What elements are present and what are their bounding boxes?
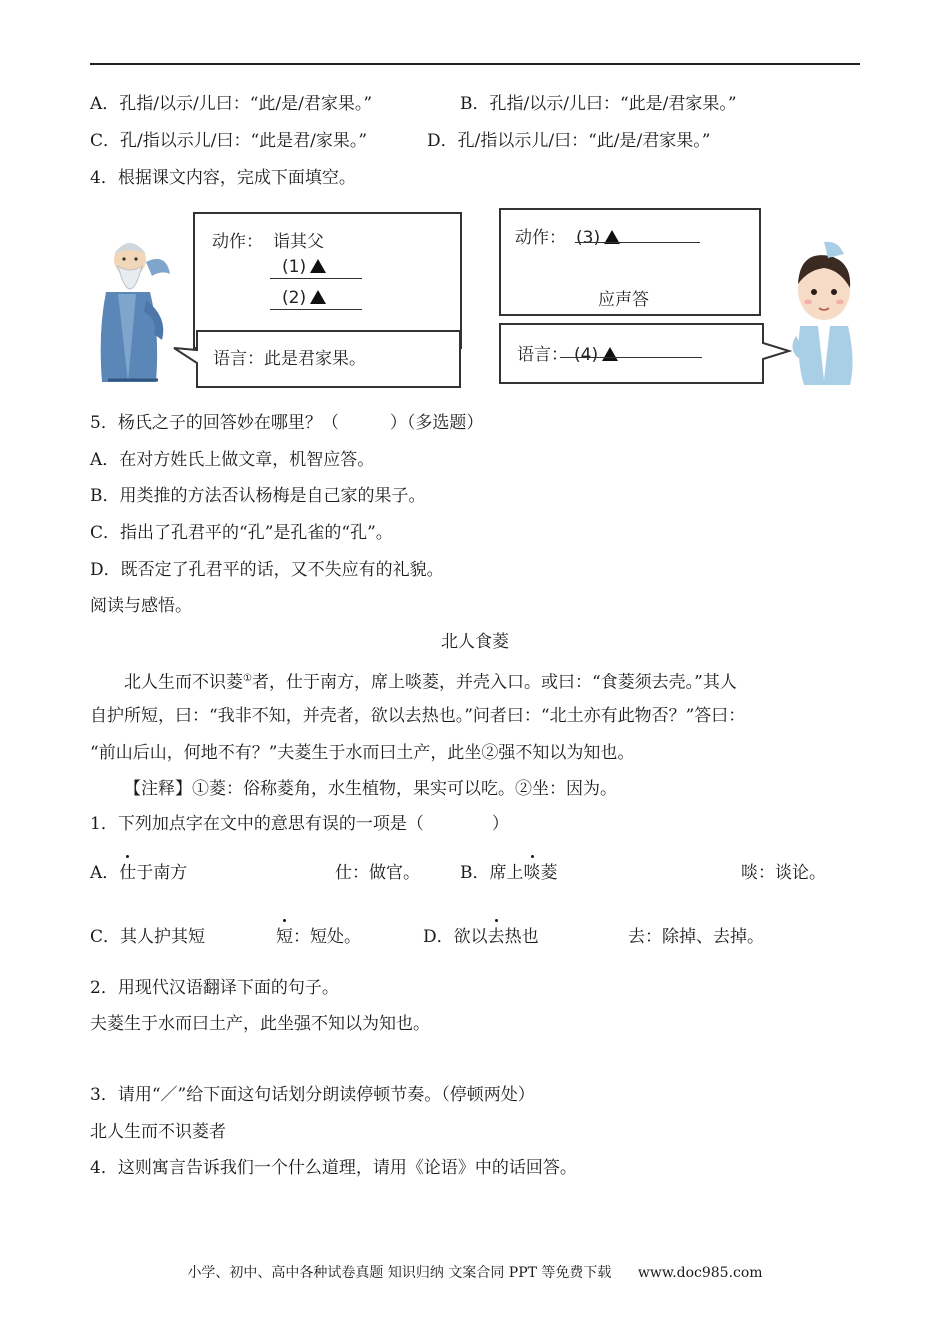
q4-stem: 4．根据课文内容，完成下面填空。 xyxy=(90,168,356,188)
blank-3-label: (3) xyxy=(576,228,601,248)
blank-1-triangle-icon xyxy=(310,259,326,273)
rq2-stem: 2．用现代汉语翻译下面的句子。 xyxy=(90,978,339,998)
passage-notes: 【注释】①菱：俗称菱角，水生植物，果实可以吃。②坐：因为。 xyxy=(124,779,617,799)
old-man-illustration xyxy=(88,222,172,384)
header-rule xyxy=(90,63,860,65)
page-footer xyxy=(0,1262,950,1282)
footer-url[interactable]: www.doc985.com xyxy=(637,1265,763,1281)
blank-3-line xyxy=(575,242,700,243)
rq2-sentence: 夫菱生于水而曰土产，此坐强不知以为知也。 xyxy=(90,1014,430,1034)
blank-2-line xyxy=(270,309,362,310)
left-action-value: 诣其父 xyxy=(273,232,324,252)
blank-2-triangle-icon xyxy=(310,290,326,304)
rq1-gloss-a: 仕：做官。 xyxy=(335,863,420,883)
rq3-stem: 3．请用“／”给下面这句话划分朗读停顿节奏。（停顿两处） xyxy=(90,1085,535,1105)
right-action-label: 动作： xyxy=(515,228,566,248)
rq1-option-b: B．席上啖菱 xyxy=(460,863,558,883)
q5-option-c: C．指出了孔君平的“孔”是孔雀的“孔”。 xyxy=(90,523,393,543)
rq1-gloss-d: 去：除掉、去掉。 xyxy=(628,927,764,947)
blank-4-label: (4) xyxy=(574,345,599,365)
rq1-option-a: A．仕于南方 xyxy=(90,863,188,883)
boy-illustration xyxy=(790,240,858,385)
emphasis-char-b: 啖 xyxy=(523,863,541,883)
right-action-value: 应声答 xyxy=(598,290,649,310)
passage-line-3: “前山后山，何地不有？”夫菱生于水而曰土产，此坐②强不知以为知也。 xyxy=(90,743,635,763)
rq1-stem: 1．下列加点字在文中的意思有误的一项是（ ） xyxy=(90,814,509,834)
blank-1-line xyxy=(270,278,362,279)
q5-option-a: A．在对方姓氏上做文章，机智应答。 xyxy=(90,450,375,470)
q5-stem: 5．杨氏之子的回答妙在哪里？（ ）（多选题） xyxy=(90,413,484,433)
q3-option-d: D．孔/指以示儿/曰：“此/是/君家果。” xyxy=(427,131,711,151)
passage-line-1: 北人生而不识菱①者，仕于南方，席上啖菱，并壳入口。或曰：“食菱须去壳。”其人 xyxy=(124,672,737,693)
blank-4-line xyxy=(560,357,702,358)
q3-option-c: C．孔/指以示儿/曰：“此是君/家果。” xyxy=(90,131,368,151)
left-speech-text: 语言：此是君家果。 xyxy=(213,349,366,369)
blank-2-label: (2) xyxy=(282,288,307,308)
blank-1-label: (1) xyxy=(282,257,307,277)
left-action-label: 动作： xyxy=(212,232,263,252)
emphasis-char-a: 仕 xyxy=(119,863,137,883)
rq3-sentence: 北人生而不识菱者 xyxy=(90,1122,226,1142)
rq1-gloss-b: 啖：谈论。 xyxy=(741,863,826,883)
rq1-gloss-c: 短：短处。 xyxy=(276,927,361,947)
passage-line-2: 自护所短，曰：“我非不知，并壳者，欲以去热也。”问者曰：“北土亦有此物否？”答曰： xyxy=(90,706,746,726)
passage-title: 北人食菱 xyxy=(441,632,509,652)
rq4-stem: 4．这则寓言告诉我们一个什么道理，请用《论语》中的话回答。 xyxy=(90,1158,577,1178)
reading-section-heading: 阅读与感悟。 xyxy=(90,596,192,616)
emphasis-char-c: 短 xyxy=(276,927,293,947)
rq1-option-c: C．其人护其短 xyxy=(90,927,206,947)
right-speech-label: 语言： xyxy=(517,345,568,365)
rq1-option-d: D．欲以去热也 xyxy=(423,927,539,947)
q5-option-b: B．用类推的方法否认杨梅是自己家的果子。 xyxy=(90,486,426,506)
q5-option-d: D．既否定了孔君平的话，又不失应有的礼貌。 xyxy=(90,560,444,580)
footer-text: 小学、初中、高中各种试卷真题 知识归纳 文案合同 PPT 等免费下载 xyxy=(187,1265,612,1281)
emphasis-char-d: 去 xyxy=(487,927,505,947)
blank-4-triangle-icon xyxy=(602,347,618,361)
q3-option-a: A．孔指/以示/儿曰：“此/是/君家果。” xyxy=(90,94,373,114)
footnote-marker-1: ① xyxy=(243,673,252,684)
q3-option-b: B．孔指/以示/儿曰：“此是/君家果。” xyxy=(460,94,737,114)
